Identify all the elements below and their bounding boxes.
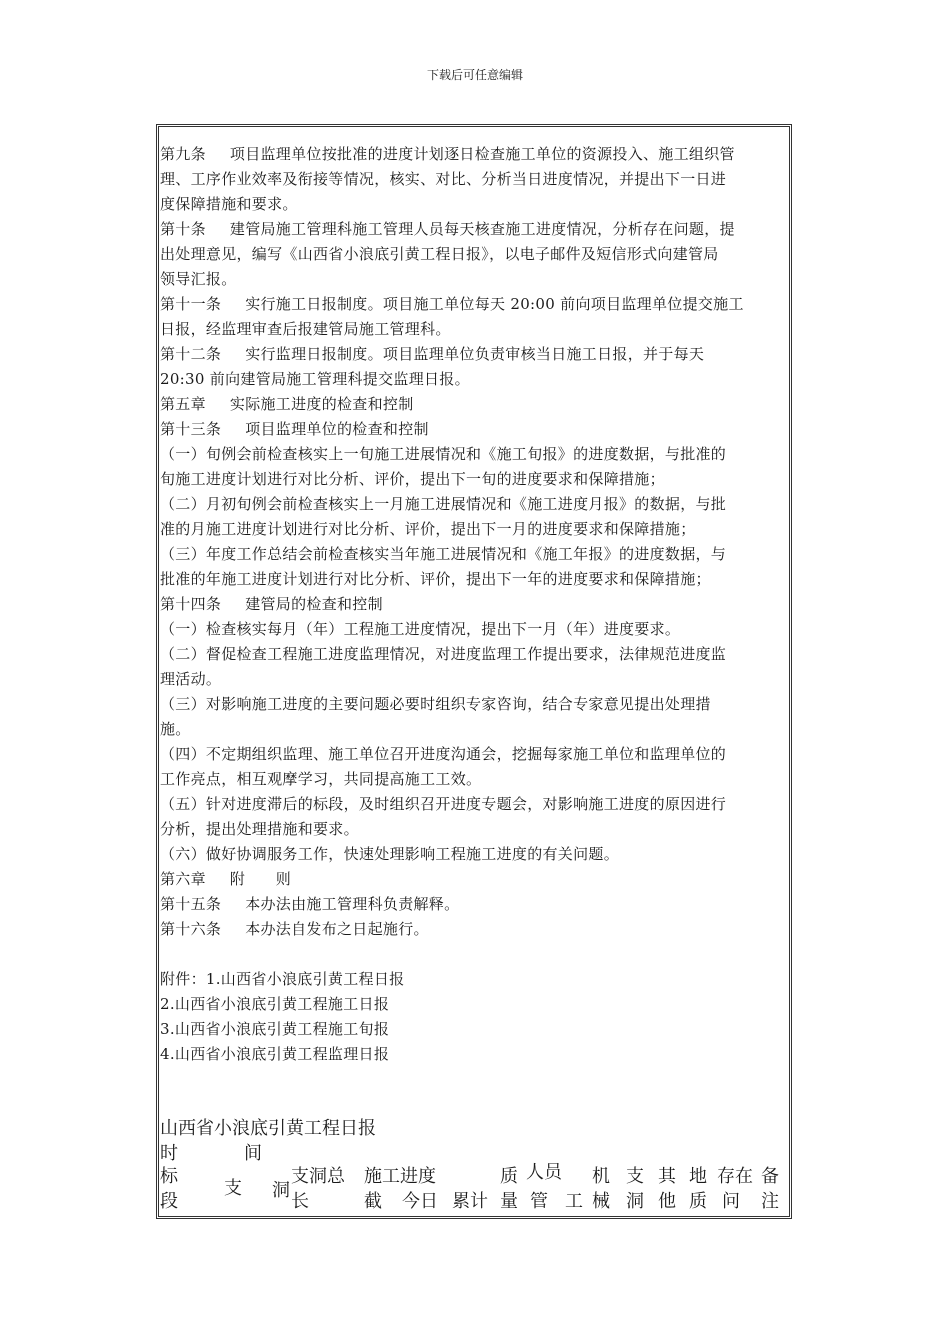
- document-line: [160, 742, 788, 767]
- line-text: 项目监理单位的检查和控制: [245, 420, 429, 438]
- document-line: [160, 642, 788, 667]
- document-line: [160, 217, 788, 242]
- article-number: 第十一条: [160, 295, 222, 313]
- line-text: （三）对影响施工进度的主要问题必要时组织专家咨询，结合专家意见提出处理措: [160, 695, 711, 713]
- header-geology-1: 地: [689, 1166, 707, 1187]
- article-number: 第十条: [160, 220, 206, 238]
- article-number: 第十四条: [160, 595, 222, 613]
- document-line: [160, 567, 788, 592]
- document-line: [160, 267, 788, 292]
- document-line: [160, 692, 788, 717]
- header-gong: 工: [565, 1191, 583, 1212]
- line-text: 准的月施工进度计划进行对比分析、评价，提出下一月的进度要求和保障措施；: [160, 520, 696, 538]
- line-text: 工作亮点，相互观摩学习，共同提高施工工效。: [160, 770, 482, 788]
- header-machine-1: 机: [592, 1166, 610, 1187]
- article-number: 第十二条: [160, 345, 222, 363]
- line-text: 实行施工日报制度。项目施工单位每天 20:00 前向项目监理单位提交施工: [245, 295, 744, 313]
- blank-line: [160, 942, 788, 967]
- line-text: 本办法由施工管理科负责解释。: [245, 895, 460, 913]
- header-branch-1: 支: [626, 1166, 644, 1187]
- document-line: [160, 542, 788, 567]
- document-line: [160, 442, 788, 467]
- line-text: 附 则: [229, 870, 292, 888]
- line-text: （三）年度工作总结会前检查核实当年施工进展情况和《施工年报》的进度数据，与: [160, 545, 727, 563]
- line-text: 度保障措施和要求。: [160, 195, 298, 213]
- article-number: 第十三条: [160, 420, 222, 438]
- header-personnel: 人员: [526, 1162, 562, 1183]
- header-cumulative: 累计: [452, 1191, 488, 1212]
- header-guan: 管: [530, 1191, 548, 1212]
- attachment-item: 2.山西省小浪底引黄工程施工日报: [160, 995, 390, 1013]
- header-zhi: 支: [224, 1178, 242, 1199]
- attachment-item: 3.山西省小浪底引黄工程施工旬报: [160, 1020, 390, 1038]
- line-text: （四）不定期组织监理、施工单位召开进度沟通会，挖掘每家施工单位和监理单位的: [160, 745, 727, 763]
- attachment-item: 附件：1.山西省小浪底引黄工程日报: [160, 970, 405, 988]
- line-text: 施。: [160, 720, 191, 738]
- document-line: [160, 717, 788, 742]
- article-number: 第五章: [160, 395, 206, 413]
- document-line: [160, 167, 788, 192]
- header-issues-2: 问: [722, 1191, 740, 1212]
- download-note: 下载后可任意编辑: [426, 68, 523, 82]
- line-text: 项目监理单位按批准的进度计划逐日检查施工单位的资源投入、施工组织管: [229, 145, 735, 163]
- header-branch-2: 洞: [626, 1191, 644, 1212]
- document-line: [160, 467, 788, 492]
- header-progress: 施工进度: [364, 1166, 436, 1187]
- document-line: [160, 792, 788, 817]
- report-title: 山西省小浪底引黄工程日报: [160, 1118, 376, 1139]
- document-line: [160, 142, 788, 167]
- line-text: 出处理意见，编写《山西省小浪底引黄工程日报》，以电子邮件及短信形式向建管局: [160, 245, 719, 263]
- header-other-2: 他: [658, 1191, 676, 1212]
- header-quality-2: 量: [500, 1191, 518, 1212]
- header-geology-2: 质: [689, 1191, 707, 1212]
- section-gap: [160, 1067, 788, 1117]
- time-label-1: 时: [160, 1143, 178, 1164]
- line-text: 实行监理日报制度。项目监理单位负责审核当日施工日报，并于每天: [245, 345, 705, 363]
- attachment-item: 4.山西省小浪底引黄工程监理日报: [160, 1045, 390, 1063]
- document-line: [160, 517, 788, 542]
- line-text: （一）检查核实每月（年）工程施工进度情况，提出下一月（年）进度要求。: [160, 620, 681, 638]
- line-text: （六）做好协调服务工作，快速处理影响工程施工进度的有关问题。: [160, 845, 620, 863]
- line-text: 理活动。: [160, 670, 222, 688]
- document-line: [160, 417, 788, 442]
- header-remark-1: 备: [761, 1166, 779, 1187]
- line-text: 建管局施工管理科施工管理人员每天核查施工进度情况，分析存在问题，提: [229, 220, 735, 238]
- document-line: [160, 917, 788, 942]
- header-remark-2: 注: [761, 1191, 779, 1212]
- time-label-2: 间: [244, 1143, 262, 1164]
- line-text: （五）针对进度滞后的标段，及时组织召开进度专题会，对影响施工进度的原因进行: [160, 795, 727, 813]
- report-table-header: [160, 1164, 788, 1214]
- line-text: （二）督促检查工程施工进度监理情况，对进度监理工作提出要求，法律规范进度监: [160, 645, 727, 663]
- line-text: 理、工序作业效率及衔接等情况，核实、对比、分析当日进度情况，并提出下一日进: [160, 170, 727, 188]
- document-line: [160, 392, 788, 417]
- line-text: 领导汇报。: [160, 270, 237, 288]
- document-line: [160, 842, 788, 867]
- document-line: [160, 292, 788, 317]
- document-line: [160, 242, 788, 267]
- article-number: 第六章: [160, 870, 206, 888]
- document-line: [160, 317, 788, 342]
- header-machine-2: 械: [592, 1191, 610, 1212]
- header-jie: 截: [364, 1191, 382, 1212]
- line-text: 本办法自发布之日起施行。: [245, 920, 429, 938]
- header-issues-1: 存在: [717, 1166, 753, 1187]
- document-body: [160, 142, 788, 1167]
- article-number: 第十五条: [160, 895, 222, 913]
- document-line: [160, 367, 788, 392]
- document-line: [160, 342, 788, 367]
- header-dong: 洞: [272, 1180, 290, 1201]
- line-text: （一）旬例会前检查核实上一旬施工进展情况和《施工旬报》的进度数据，与批准的: [160, 445, 727, 463]
- header-duan: 段: [160, 1191, 178, 1212]
- document-line: [160, 192, 788, 217]
- document-line: [160, 817, 788, 842]
- document-line: [160, 667, 788, 692]
- line-text: 建管局的检查和控制: [245, 595, 383, 613]
- line-text: 分析，提出处理措施和要求。: [160, 820, 359, 838]
- line-text: 批准的年施工进度计划进行对比分析、评价，提出下一年的进度要求和保障措施；: [160, 570, 711, 588]
- article-number: 第九条: [160, 145, 206, 163]
- document-line: [160, 892, 788, 917]
- document-line: [160, 867, 788, 892]
- line-text: 日报，经监理审查后报建管局施工管理科。: [160, 320, 451, 338]
- header-biao: 标: [160, 1166, 178, 1187]
- header-today: 今日: [402, 1191, 438, 1212]
- header-zhidong-total: 支洞总: [291, 1166, 345, 1187]
- document-line: [160, 592, 788, 617]
- line-text: 20:30 前向建管局施工管理科提交监理日报。: [160, 370, 470, 388]
- header-length: 长: [291, 1191, 309, 1212]
- document-line: [160, 617, 788, 642]
- document-line: [160, 492, 788, 517]
- line-text: 旬施工进度计划进行对比分析、评价，提出下一旬的进度要求和保障措施；: [160, 470, 665, 488]
- document-line: [160, 767, 788, 792]
- line-text: （二）月初旬例会前检查核实上一月施工进展情况和《施工进度月报》的数据，与批: [160, 495, 727, 513]
- header-other-1: 其: [658, 1166, 676, 1187]
- line-text: 实际施工进度的检查和控制: [229, 395, 414, 413]
- article-number: 第十六条: [160, 920, 222, 938]
- header-quality-1: 质: [500, 1166, 518, 1187]
